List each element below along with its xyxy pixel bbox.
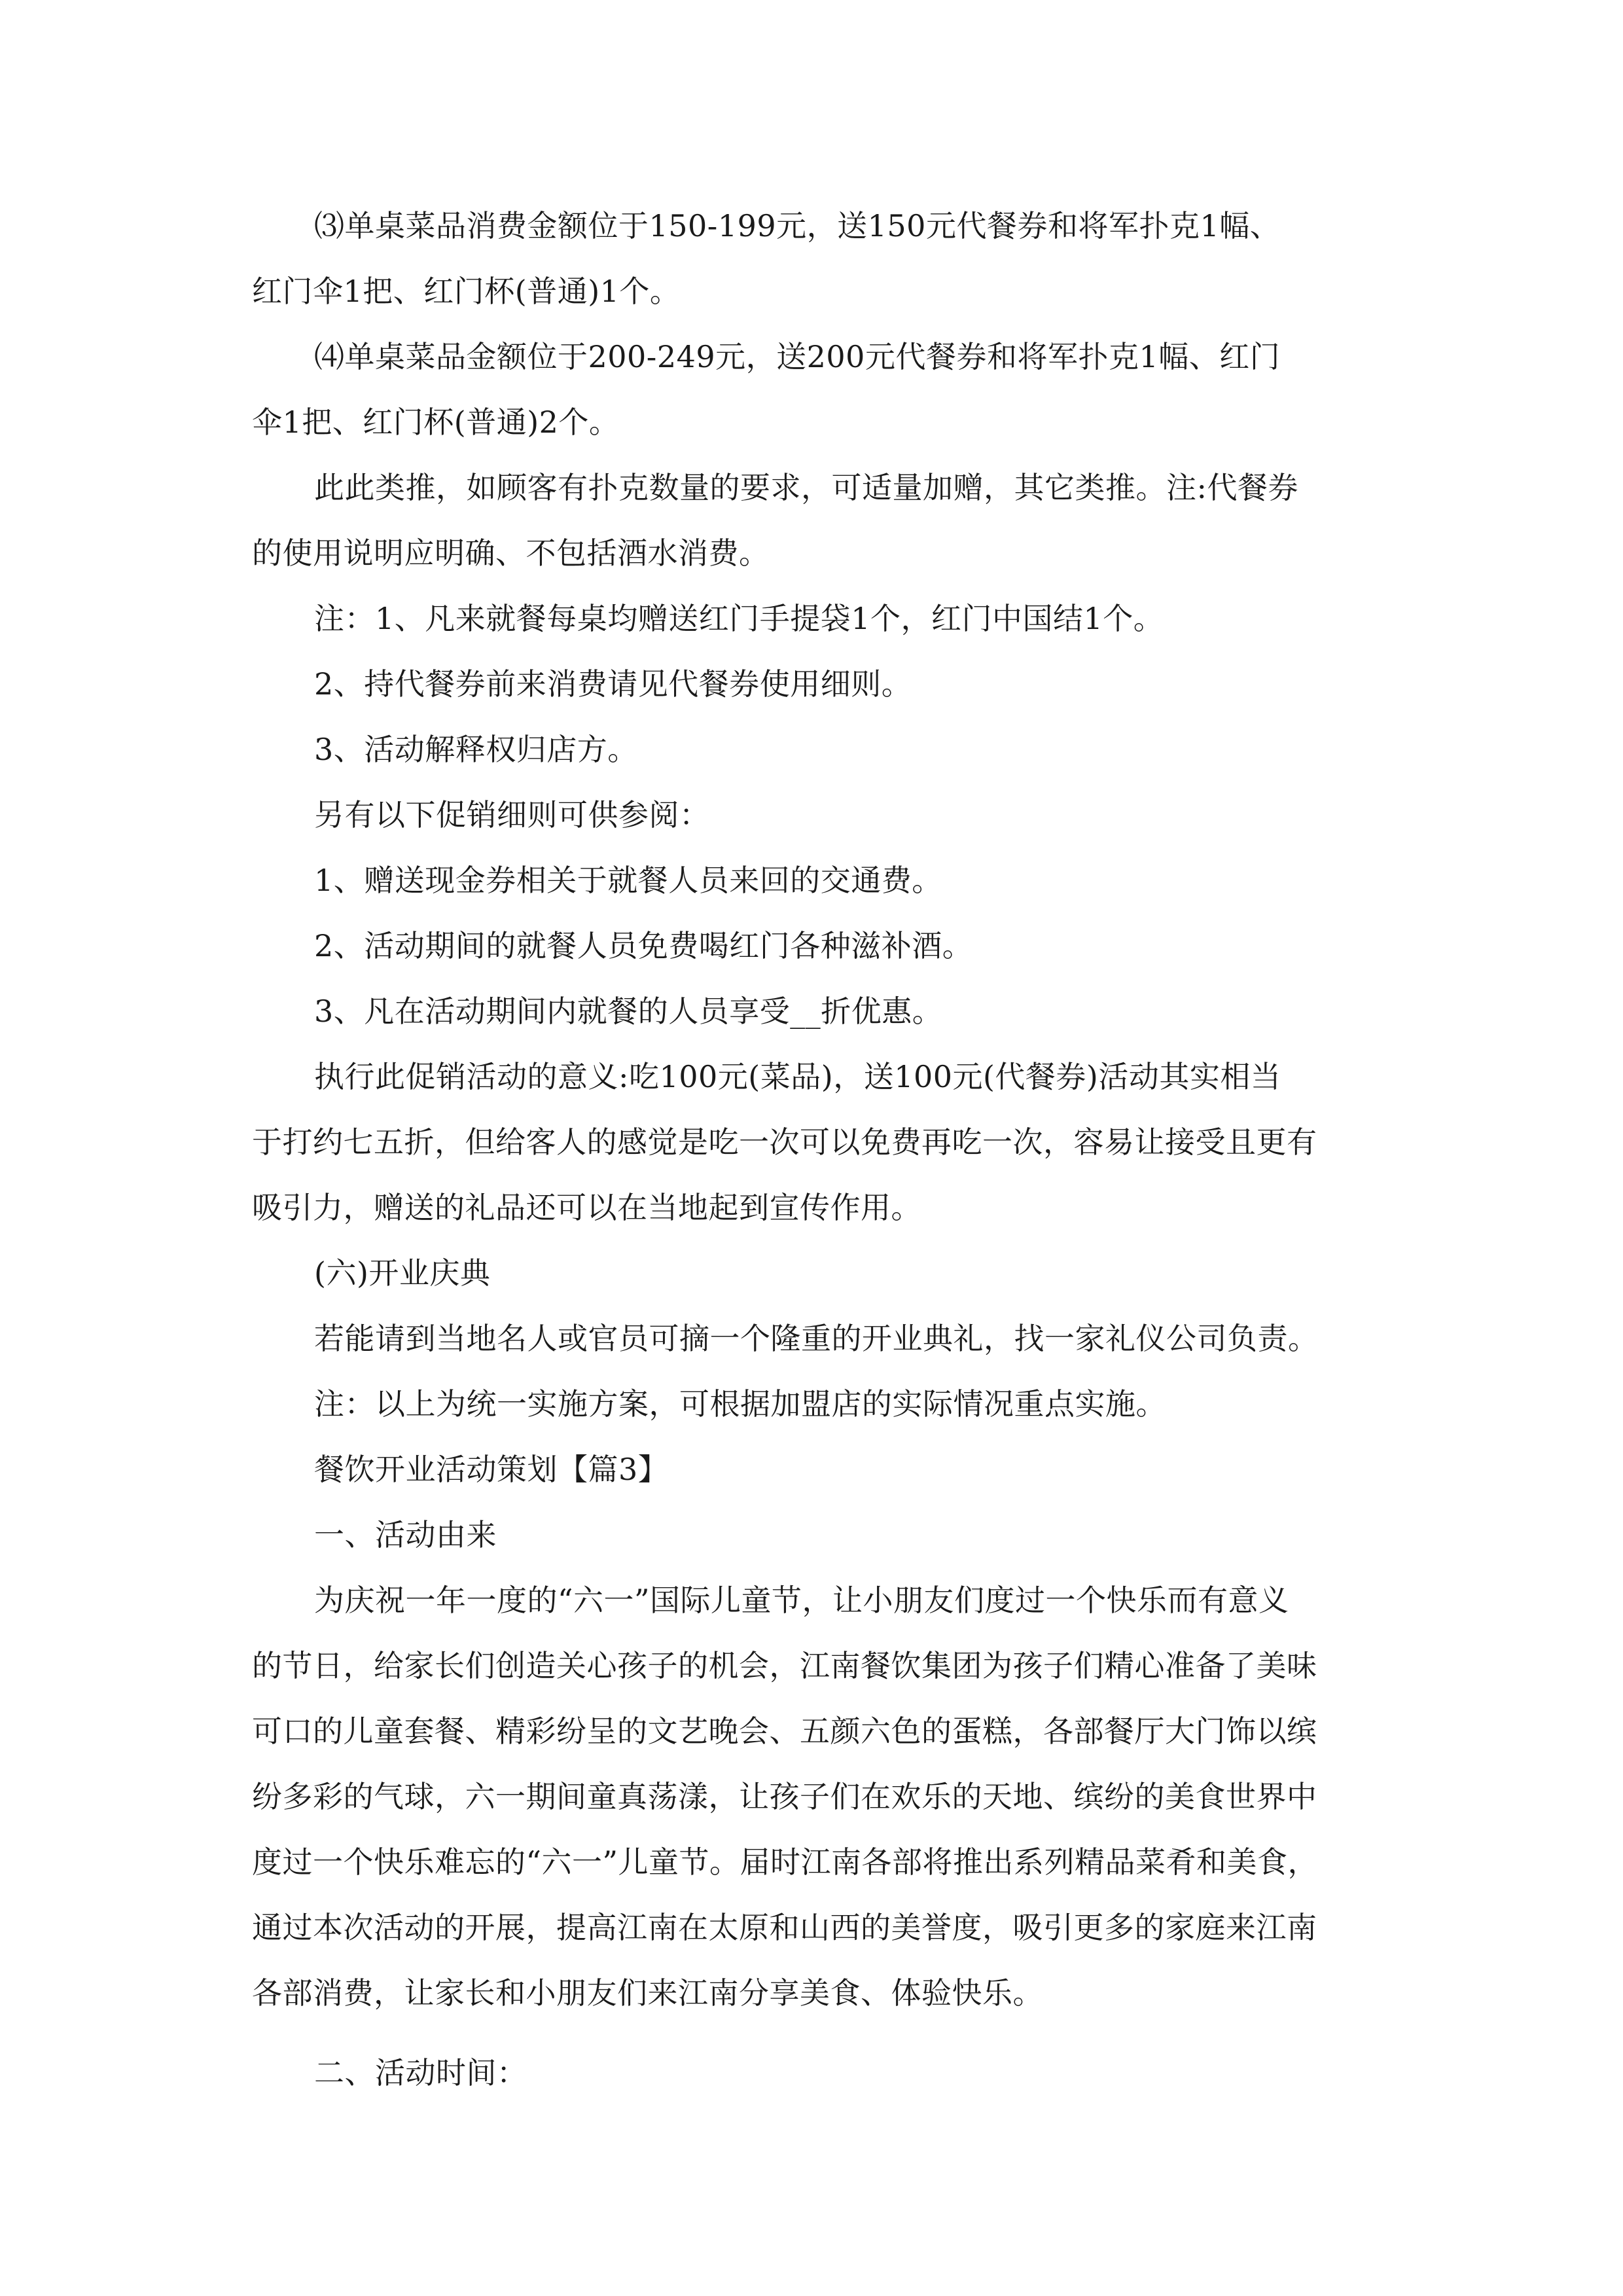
text-line: 度过一个快乐难忘的“六一”儿童节。届时江南各部将推出系列精品菜肴和美食，: [252, 1844, 1319, 1880]
document-body: [252, 193, 1427, 2106]
text-line: ⑷单桌菜品金额位于200-249元，送200元代餐券和将军扑克1幅、红门: [314, 339, 1281, 374]
text-line: 执行此促销活动的意义:吃100元(菜品)，送100元(代餐券)活动其实相当: [314, 1059, 1281, 1094]
text-line: 2、持代餐券前来消费请见代餐券使用细则。: [314, 666, 912, 702]
text-line: 注：1、凡来就餐每桌均赠送红门手提袋1个，红门中国结1个。: [314, 601, 1164, 636]
text-line: 的节日，给家长们创造关心孩子的机会，江南餐饮集团为孩子们精心准备了美味: [252, 1648, 1317, 1683]
text-line: 可口的儿童套餐、精彩纷呈的文艺晚会、五颜六色的蛋糕，各部餐厅大门饰以缤: [252, 1713, 1317, 1749]
section-heading: 二、活动时间：: [314, 2055, 527, 2090]
text-line: 1、赠送现金券相关于就餐人员来回的交通费。: [314, 863, 942, 898]
text-line: 3、凡在活动期间内就餐的人员享受__折优惠。: [314, 994, 943, 1029]
text-line: 红门伞1把、红门杯(普通)1个。: [252, 274, 681, 309]
text-line: 各部消费，让家长和小朋友们来江南分享美食、体验快乐。: [252, 1975, 1043, 2011]
article-title: 餐饮开业活动策划【篇3】: [314, 1452, 669, 1487]
text-line: 伞1把、红门杯(普通)2个。: [252, 404, 620, 440]
text-line: 于打约七五折，但给客人的感觉是吃一次可以免费再吃一次，容易让接受且更有: [252, 1124, 1317, 1160]
text-line: 另有以下促销细则可供参阅：: [314, 797, 710, 833]
text-line: 的使用说明应明确、不包括酒水消费。: [252, 535, 770, 571]
text-line: ⑶单桌菜品消费金额位于150-199元，送150元代餐券和将军扑克1幅、: [314, 208, 1281, 243]
text-line: 注：以上为统一实施方案，可根据加盟店的实际情况重点实施。: [314, 1386, 1166, 1422]
text-line: 吸引力，赠送的礼品还可以在当地起到宣传作用。: [252, 1190, 921, 1225]
section-heading: (六)开业庆典: [314, 1255, 491, 1291]
text-line: 2、活动期间的就餐人员免费喝红门各种滋补酒。: [314, 928, 973, 963]
text-line: 纷多彩的气球，六一期间童真荡漾，让孩子们在欢乐的天地、缤纷的美食世界中: [252, 1779, 1317, 1814]
text-line: 若能请到当地名人或官员可摘一个隆重的开业典礼，找一家礼仪公司负责。: [314, 1321, 1319, 1356]
text-line: 为庆祝一年一度的“六一”国际儿童节，让小朋友们度过一个快乐而有意义: [314, 1583, 1289, 1618]
section-heading: 一、活动由来: [314, 1517, 497, 1552]
text-line: 通过本次活动的开展，提高江南在太原和山西的美誉度，吸引更多的家庭来江南: [252, 1910, 1317, 1945]
text-line: 3、活动解释权归店方。: [314, 732, 638, 767]
text-line: 此此类推，如顾客有扑克数量的要求，可适量加赠，其它类推。注:代餐券: [314, 470, 1298, 505]
